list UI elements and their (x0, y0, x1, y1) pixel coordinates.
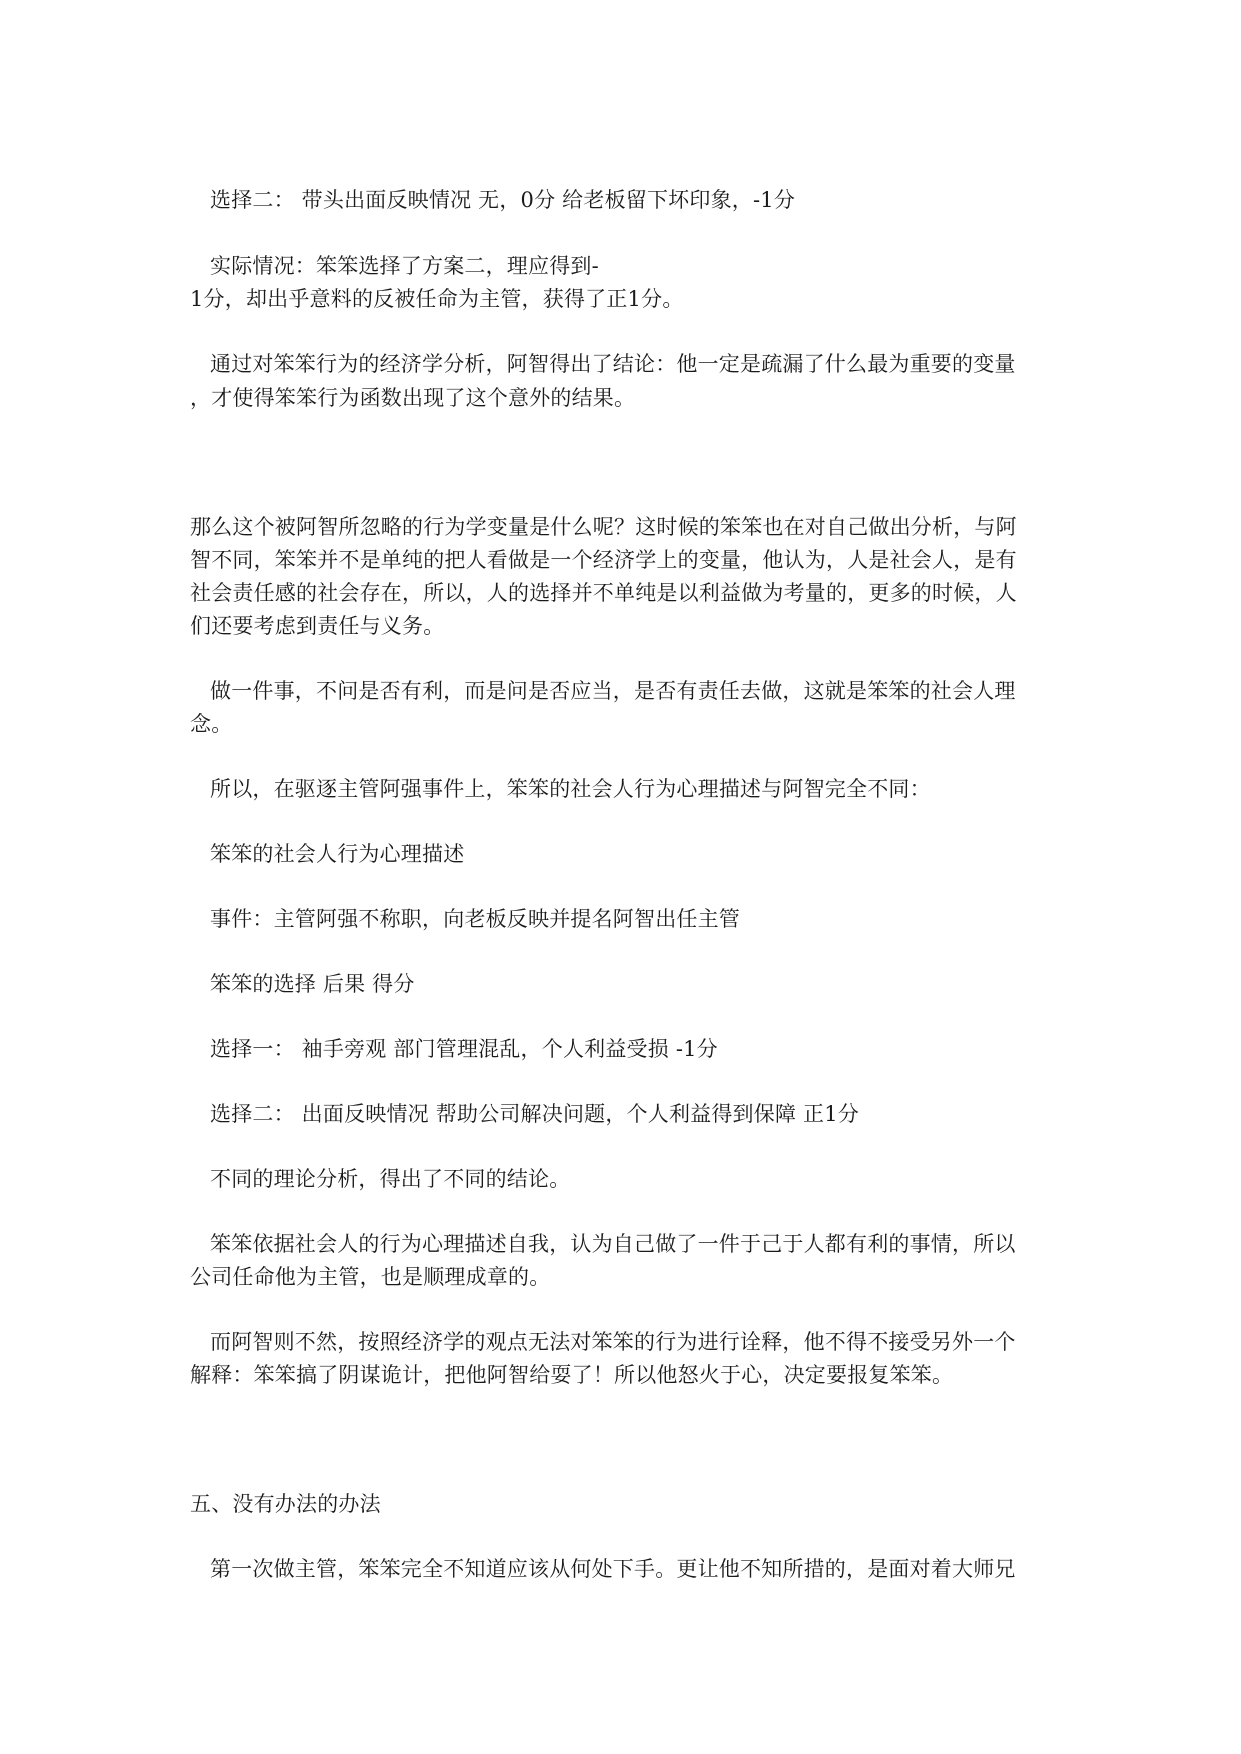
text-line: 那么这个被阿智所忽略的行为学变量是什么呢？这时候的笨笨也在对自己做出分析，与阿 (190, 515, 1017, 539)
text-line: 公司任命他为主管，也是顺理成章的。 (190, 1265, 551, 1289)
section-heading: 五、没有办法的办法 (190, 1492, 381, 1516)
text-line: 智不同，笨笨并不是单纯的把人看做是一个经济学上的变量，他认为，人是社会人，是有 (190, 548, 1017, 572)
text-line: 们还要考虑到责任与义务。 (190, 614, 445, 638)
text-line: 念。 (190, 712, 233, 736)
text-line: 1分，却出乎意料的反被任命为主管，获得了正1分。 (190, 287, 684, 311)
text-line: 选择二： 出面反映情况 帮助公司解决问题，个人利益得到保障 正1分 (210, 1102, 859, 1126)
text-line: 事件：主管阿强不称职，向老板反映并提名阿智出任主管 (210, 907, 740, 931)
text-line: 不同的理论分析，得出了不同的结论。 (210, 1167, 571, 1191)
text-line: ，才使得笨笨行为函数出现了这个意外的结果。 (190, 386, 636, 410)
text-line: 通过对笨笨行为的经济学分析，阿智得出了结论：他一定是疏漏了什么最为重要的变量 (210, 352, 1016, 376)
text-line: 实际情况：笨笨选择了方案二，理应得到- (210, 254, 599, 278)
text-line: 笨笨依据社会人的行为心理描述自我，认为自己做了一件于己于人都有利的事情，所以 (210, 1232, 1016, 1256)
text-line: 笨笨的选择 后果 得分 (210, 972, 415, 996)
text-line: 第一次做主管，笨笨完全不知道应该从何处下手。更让他不知所措的，是面对着大师兄 (210, 1557, 1016, 1581)
text-line: 所以，在驱逐主管阿强事件上，笨笨的社会人行为心理描述与阿智完全不同： (210, 777, 931, 801)
text-line: 解释：笨笨搞了阴谋诡计，把他阿智给耍了！所以他怒火于心，决定要报复笨笨。 (190, 1363, 954, 1387)
text-line: 笨笨的社会人行为心理描述 (210, 842, 465, 866)
text-line: 而阿智则不然，按照经济学的观点无法对笨笨的行为进行诠释，他不得不接受另外一个 (210, 1330, 1016, 1354)
text-line: 选择一： 袖手旁观 部门管理混乱，个人利益受损 -1分 (210, 1037, 718, 1061)
text-line: 做一件事，不问是否有利，而是问是否应当，是否有责任去做，这就是笨笨的社会人理 (210, 679, 1016, 703)
text-line: 社会责任感的社会存在，所以，人的选择并不单纯是以利益做为考量的，更多的时候，人 (190, 581, 1017, 605)
text-line: 选择二： 带头出面反映情况 无，0分 给老板留下坏印象，-1分 (210, 188, 796, 212)
